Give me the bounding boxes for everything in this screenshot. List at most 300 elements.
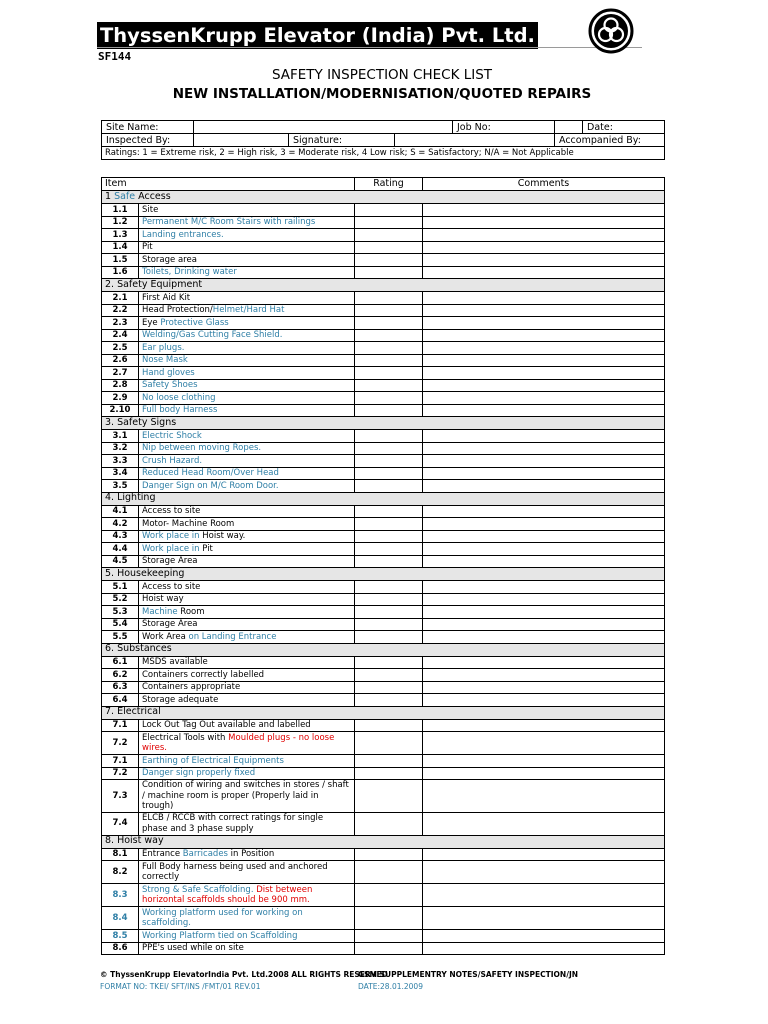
checklist-item-row [102, 442, 665, 455]
comments-cell[interactable] [423, 254, 665, 267]
checklist-item-row [102, 329, 665, 342]
accompanied-by-label: Accompanied By: [555, 134, 665, 147]
comments-cell[interactable] [423, 631, 665, 644]
inspected-by-field[interactable] [194, 134, 289, 147]
comments-cell[interactable] [423, 694, 665, 707]
comments-cell[interactable] [423, 861, 665, 884]
item-text-segment: Strong & Safe Scaffolding. [142, 884, 257, 895]
item-description [139, 606, 355, 619]
item-text-segment: Full Body harness being used and anchored correctly [142, 861, 328, 882]
item-column-header: Item [102, 178, 355, 191]
item-number: 8.1 [102, 848, 139, 861]
comments-cell[interactable] [423, 767, 665, 780]
item-text-segment: Work place in [142, 543, 203, 554]
item-text-segment: Head Protection/ [142, 305, 213, 315]
item-text-segment: Storage Area [142, 619, 198, 629]
item-description [139, 379, 355, 392]
checklist-item-row [102, 292, 665, 305]
item-number: 2.9 [102, 392, 139, 405]
rating-cell[interactable] [355, 342, 423, 355]
rating-cell[interactable] [355, 848, 423, 861]
item-description [139, 755, 355, 768]
section-title-segment: Access [135, 190, 171, 202]
comments-cell[interactable] [423, 342, 665, 355]
item-text-segment: Full body Harness [142, 405, 218, 415]
item-text-segment: Work Area [142, 631, 189, 642]
comments-cell[interactable] [423, 942, 665, 955]
section-title-segment: 8. Hoist way [105, 835, 164, 847]
section-header-row [102, 279, 665, 292]
rating-cell[interactable] [355, 907, 423, 930]
rating-cell[interactable] [355, 631, 423, 644]
item-description [139, 354, 355, 367]
site-name-label: Site Name: [102, 121, 194, 134]
rating-cell[interactable] [355, 518, 423, 531]
item-description [139, 848, 355, 861]
item-number: 2.6 [102, 354, 139, 367]
comments-cell[interactable] [423, 530, 665, 543]
item-number: 1.3 [102, 229, 139, 242]
item-text-segment: Barricades [182, 849, 228, 859]
header-rule [97, 47, 642, 48]
item-description [139, 555, 355, 568]
item-number: 1.6 [102, 266, 139, 279]
item-text-segment: Hoist way [142, 594, 184, 604]
rating-cell[interactable] [355, 543, 423, 556]
item-description [139, 204, 355, 217]
rating-cell[interactable] [355, 593, 423, 606]
checklist-item-row [102, 354, 665, 367]
checklist-item-row [102, 505, 665, 518]
item-text-segment: Site [142, 204, 159, 215]
comments-cell[interactable] [423, 543, 665, 556]
item-number: 3.3 [102, 455, 139, 468]
item-number: 7.3 [102, 780, 139, 813]
rating-cell[interactable] [355, 204, 423, 217]
item-text-segment: Electric Shock [142, 430, 202, 441]
checklist-header-row [102, 178, 665, 191]
comments-cell[interactable] [423, 317, 665, 330]
comments-cell[interactable] [423, 266, 665, 279]
checklist-item-row [102, 812, 665, 835]
footer-document-path: GSM SUPPLEMENTRY NOTES/SAFETY INSPECTION/JN [358, 970, 579, 979]
rating-cell[interactable] [355, 767, 423, 780]
checklist-item-row [102, 342, 665, 355]
comments-cell[interactable] [423, 455, 665, 468]
item-number: 2.2 [102, 304, 139, 317]
section-header-row [102, 643, 665, 656]
item-number: 8.2 [102, 861, 139, 884]
item-number: 1.5 [102, 254, 139, 267]
inspection-info-table [101, 120, 665, 160]
section-title [102, 279, 665, 292]
comments-cell[interactable] [423, 719, 665, 732]
document-subtitle: NEW INSTALLATION/MODERNISATION/QUOTED REPAIRS [172, 86, 592, 102]
comments-cell[interactable] [423, 505, 665, 518]
checklist-item-row [102, 530, 665, 543]
checklist-item-row [102, 430, 665, 443]
checklist-item-row [102, 204, 665, 217]
comments-cell[interactable] [423, 216, 665, 229]
rating-cell[interactable] [355, 669, 423, 682]
item-number: 5.1 [102, 581, 139, 594]
site-name-field[interactable] [194, 121, 453, 134]
item-description [139, 669, 355, 682]
footer-date: DATE:28.01.2009 [358, 982, 423, 991]
comments-cell[interactable] [423, 618, 665, 631]
section-title-segment: 3. Safety Signs [105, 416, 177, 428]
rating-cell[interactable] [355, 442, 423, 455]
checklist-item-row [102, 467, 665, 480]
item-text-segment: Entrance [142, 849, 183, 859]
item-text-segment: Permanent M/C Room Stairs with railings [142, 217, 316, 227]
item-number: 3.2 [102, 442, 139, 455]
comments-cell[interactable] [423, 304, 665, 317]
rating-cell[interactable] [355, 229, 423, 242]
comments-cell[interactable] [423, 555, 665, 568]
item-number: 6.3 [102, 681, 139, 694]
item-description [139, 942, 355, 955]
checklist-item-row [102, 884, 665, 907]
rating-cell[interactable] [355, 392, 423, 405]
rating-cell[interactable] [355, 942, 423, 955]
inspected-by-label: Inspected By: [102, 134, 194, 147]
comments-cell[interactable] [423, 848, 665, 861]
rating-cell[interactable] [355, 530, 423, 543]
rating-cell[interactable] [355, 480, 423, 493]
item-text-segment: Hoist way. [202, 531, 246, 541]
section-header-row [102, 706, 665, 719]
item-text-segment: Room [177, 606, 205, 617]
item-text-segment: Hand gloves [142, 367, 195, 378]
rating-cell[interactable] [355, 379, 423, 392]
item-text-segment: Nose Mask [142, 355, 188, 365]
comments-cell[interactable] [423, 656, 665, 669]
section-title [102, 417, 665, 430]
checklist-item-row [102, 593, 665, 606]
comments-cell[interactable] [423, 367, 665, 380]
section-title [102, 643, 665, 656]
rating-cell[interactable] [355, 930, 423, 943]
item-description [139, 907, 355, 930]
section-title [102, 706, 665, 719]
checklist-item-row [102, 317, 665, 330]
rating-cell[interactable] [355, 606, 423, 619]
comments-cell[interactable] [423, 669, 665, 682]
item-text-segment: Access to site [142, 581, 201, 592]
rating-cell[interactable] [355, 656, 423, 669]
company-name: ThyssenKrupp Elevator (India) Pvt. Ltd. [97, 22, 538, 49]
rating-cell[interactable] [355, 266, 423, 279]
item-number: 2.10 [102, 404, 139, 417]
checklist-item-row [102, 719, 665, 732]
item-text-segment: Working platform used for working on scaffolding. [142, 907, 303, 928]
item-number: 8.5 [102, 930, 139, 943]
checklist-item-row [102, 266, 665, 279]
item-number: 7.4 [102, 812, 139, 835]
checklist-item-row [102, 907, 665, 930]
item-description [139, 404, 355, 417]
checklist-item-row [102, 543, 665, 556]
item-number: 1.2 [102, 216, 139, 229]
item-text-segment: Pit [142, 242, 153, 252]
item-text-segment: Eye [142, 317, 161, 328]
item-number: 2.3 [102, 317, 139, 330]
item-text-segment: PPE's used while on site [142, 943, 244, 953]
comments-cell[interactable] [423, 812, 665, 835]
checklist-item-row [102, 241, 665, 254]
item-description [139, 694, 355, 707]
rating-cell[interactable] [355, 455, 423, 468]
item-description [139, 767, 355, 780]
comments-cell[interactable] [423, 581, 665, 594]
item-text-segment: Helmet/Hard Hat [212, 305, 285, 315]
document-title: SAFETY INSPECTION CHECK LIST [271, 67, 493, 83]
form-code: SF144 [98, 50, 132, 63]
item-text-segment: Danger Sign on M/C Room Door. [142, 480, 279, 491]
rating-cell[interactable] [355, 467, 423, 480]
item-text-segment: Electrical Tools with [142, 732, 229, 743]
signature-field[interactable] [395, 134, 555, 147]
item-description [139, 656, 355, 669]
rating-cell[interactable] [355, 254, 423, 267]
job-no-label: Job No: [453, 121, 555, 134]
comments-cell[interactable] [423, 292, 665, 305]
comments-cell[interactable] [423, 354, 665, 367]
rating-cell[interactable] [355, 555, 423, 568]
checklist-item-row [102, 631, 665, 644]
checklist-item-row [102, 518, 665, 531]
rating-column-header: Rating [355, 178, 423, 191]
rating-cell[interactable] [355, 732, 423, 755]
rating-cell[interactable] [355, 812, 423, 835]
section-header-row [102, 417, 665, 430]
rating-cell[interactable] [355, 694, 423, 707]
item-number: 2.1 [102, 292, 139, 305]
rating-cell[interactable] [355, 216, 423, 229]
checklist-item-row [102, 732, 665, 755]
comments-cell[interactable] [423, 329, 665, 342]
comments-cell[interactable] [423, 430, 665, 443]
item-text-segment: Toilets, Drinking water [142, 267, 237, 277]
item-text-segment: Containers appropriate [142, 682, 241, 692]
item-text-segment: Storage adequate [142, 694, 219, 705]
rating-cell[interactable] [355, 317, 423, 330]
item-description [139, 581, 355, 594]
item-description [139, 292, 355, 305]
rating-cell[interactable] [355, 780, 423, 813]
section-title [102, 191, 665, 204]
item-number: 6.1 [102, 656, 139, 669]
comments-cell[interactable] [423, 467, 665, 480]
section-header-row [102, 835, 665, 848]
rating-cell[interactable] [355, 241, 423, 254]
rating-cell[interactable] [355, 755, 423, 768]
footer-format-number: FORMAT NO: TKEI/ SFT/INS /FMT/01 REV.01 [100, 982, 261, 991]
item-text-segment: Storage area [142, 254, 197, 265]
item-number: 4.3 [102, 530, 139, 543]
item-text-segment: Ear plugs. [142, 342, 185, 353]
item-number: 1.1 [102, 204, 139, 217]
checklist-item-row [102, 404, 665, 417]
section-title-segment: 4. Lighting [105, 492, 156, 504]
item-text-segment: ELCB / RCCB with correct ratings for single phase and 3 phase supply [142, 813, 324, 834]
item-text-segment: Working Platform tied on Scaffolding [142, 930, 298, 941]
item-number: 2.5 [102, 342, 139, 355]
rating-cell[interactable] [355, 505, 423, 518]
ratings-legend: Ratings: 1 = Extreme risk, 2 = High risk, 3 = Moderate risk, 4 Low risk; S = Satisfactory; N/A = Not Applicable [102, 147, 665, 160]
item-description [139, 392, 355, 405]
item-description [139, 304, 355, 317]
item-number: 6.4 [102, 694, 139, 707]
item-text-segment: Moulded plugs - no loose wires. [142, 732, 335, 753]
item-text-segment: Welding/Gas Cutting Face Shield. [142, 330, 283, 340]
section-title-segment: Safe [114, 190, 136, 202]
item-number: 5.3 [102, 606, 139, 619]
comments-cell[interactable] [423, 907, 665, 930]
comments-cell[interactable] [423, 404, 665, 417]
comments-cell[interactable] [423, 442, 665, 455]
checklist-item-row [102, 455, 665, 468]
item-description [139, 780, 355, 813]
comments-cell[interactable] [423, 229, 665, 242]
rating-cell[interactable] [355, 404, 423, 417]
comments-cell[interactable] [423, 755, 665, 768]
item-description [139, 618, 355, 631]
item-description [139, 329, 355, 342]
item-number: 7.1 [102, 755, 139, 768]
section-title-segment: 6. Substances [105, 643, 172, 655]
item-description [139, 442, 355, 455]
item-text-segment: Safety Shoes [142, 380, 198, 390]
item-number: 5.5 [102, 631, 139, 644]
item-text-segment: Earthing of Electrical Equipments [142, 755, 284, 766]
comments-cell[interactable] [423, 480, 665, 493]
rating-cell[interactable] [355, 329, 423, 342]
item-number: 7.2 [102, 767, 139, 780]
signature-label: Signature: [289, 134, 395, 147]
item-number: 3.1 [102, 430, 139, 443]
checklist-item-row [102, 780, 665, 813]
item-description [139, 930, 355, 943]
rating-cell[interactable] [355, 304, 423, 317]
item-number: 3.4 [102, 467, 139, 480]
checklist-item-row [102, 767, 665, 780]
rating-cell[interactable] [355, 292, 423, 305]
section-title-segment: 2. Safety Equipment [105, 278, 203, 290]
comments-cell[interactable] [423, 930, 665, 943]
rating-cell[interactable] [355, 861, 423, 884]
item-text-segment: No loose clothing [142, 392, 216, 403]
rating-cell[interactable] [355, 367, 423, 380]
section-header-row [102, 191, 665, 204]
comments-cell[interactable] [423, 241, 665, 254]
item-number: 2.4 [102, 329, 139, 342]
item-description [139, 884, 355, 907]
item-number: 7.1 [102, 719, 139, 732]
checklist-item-row [102, 861, 665, 884]
item-number: 2.8 [102, 379, 139, 392]
item-description [139, 480, 355, 493]
checklist-item-row [102, 216, 665, 229]
item-text-segment: Reduced Head Room/Over Head [142, 468, 279, 478]
comments-cell[interactable] [423, 379, 665, 392]
comments-cell[interactable] [423, 681, 665, 694]
rating-cell[interactable] [355, 354, 423, 367]
item-text-segment: Landing entrances. [142, 229, 224, 240]
item-number: 1.4 [102, 241, 139, 254]
comments-cell[interactable] [423, 593, 665, 606]
rating-cell[interactable] [355, 681, 423, 694]
checklist-item-row [102, 555, 665, 568]
checklist-item-row [102, 669, 665, 682]
item-text-segment: Access to site [142, 506, 201, 516]
item-text-segment: Machine [142, 606, 178, 617]
item-description [139, 812, 355, 835]
rating-cell[interactable] [355, 430, 423, 443]
item-text-segment: Work place in [142, 531, 203, 541]
item-number: 8.3 [102, 884, 139, 907]
section-header-row [102, 568, 665, 581]
comments-cell[interactable] [423, 392, 665, 405]
job-no-field[interactable] [555, 121, 583, 134]
checklist-item-row [102, 304, 665, 317]
comments-cell[interactable] [423, 732, 665, 755]
checklist-item-row [102, 229, 665, 242]
item-text-segment: Danger sign properly fixed [142, 768, 256, 778]
comments-cell[interactable] [423, 780, 665, 813]
rating-cell[interactable] [355, 884, 423, 907]
item-text-segment: Condition of wiring and switches in stores / shaft / machine room is proper (Properly laid in trough) [142, 780, 349, 811]
checklist-item-row [102, 681, 665, 694]
rating-cell[interactable] [355, 581, 423, 594]
item-description [139, 505, 355, 518]
item-description [139, 530, 355, 543]
item-number: 5.4 [102, 618, 139, 631]
item-text-segment: Crush Hazard. [142, 455, 203, 466]
checklist-item-row [102, 480, 665, 493]
item-text-segment: First Aid Kit [142, 292, 191, 303]
item-text-segment: Dist between horizontal scaffolds should be 900 mm. [142, 884, 313, 905]
rating-cell[interactable] [355, 719, 423, 732]
item-description [139, 719, 355, 732]
item-number: 2.7 [102, 367, 139, 380]
item-number: 4.1 [102, 505, 139, 518]
checklist-item-row [102, 848, 665, 861]
comments-cell[interactable] [423, 204, 665, 217]
item-description [139, 266, 355, 279]
comments-cell[interactable] [423, 518, 665, 531]
checklist-item-row [102, 942, 665, 955]
item-description [139, 254, 355, 267]
comments-column-header: Comments [423, 178, 665, 191]
section-title-segment: 7. Electrical [105, 706, 161, 718]
section-title-segment: 1 [105, 190, 115, 202]
checklist-item-row [102, 755, 665, 768]
comments-cell[interactable] [423, 884, 665, 907]
item-text-segment: MSDS available [142, 657, 208, 667]
thyssenkrupp-logo-icon [588, 8, 634, 54]
footer-copyright: © ThyssenKrupp ElevatorIndia Pvt. Ltd.2008 ALL RIGHTS RESERVED [100, 970, 388, 979]
item-number: 4.4 [102, 543, 139, 556]
item-description [139, 861, 355, 884]
checklist-item-row [102, 392, 665, 405]
rating-cell[interactable] [355, 618, 423, 631]
comments-cell[interactable] [423, 606, 665, 619]
item-description [139, 732, 355, 755]
item-description [139, 241, 355, 254]
item-number: 8.6 [102, 942, 139, 955]
